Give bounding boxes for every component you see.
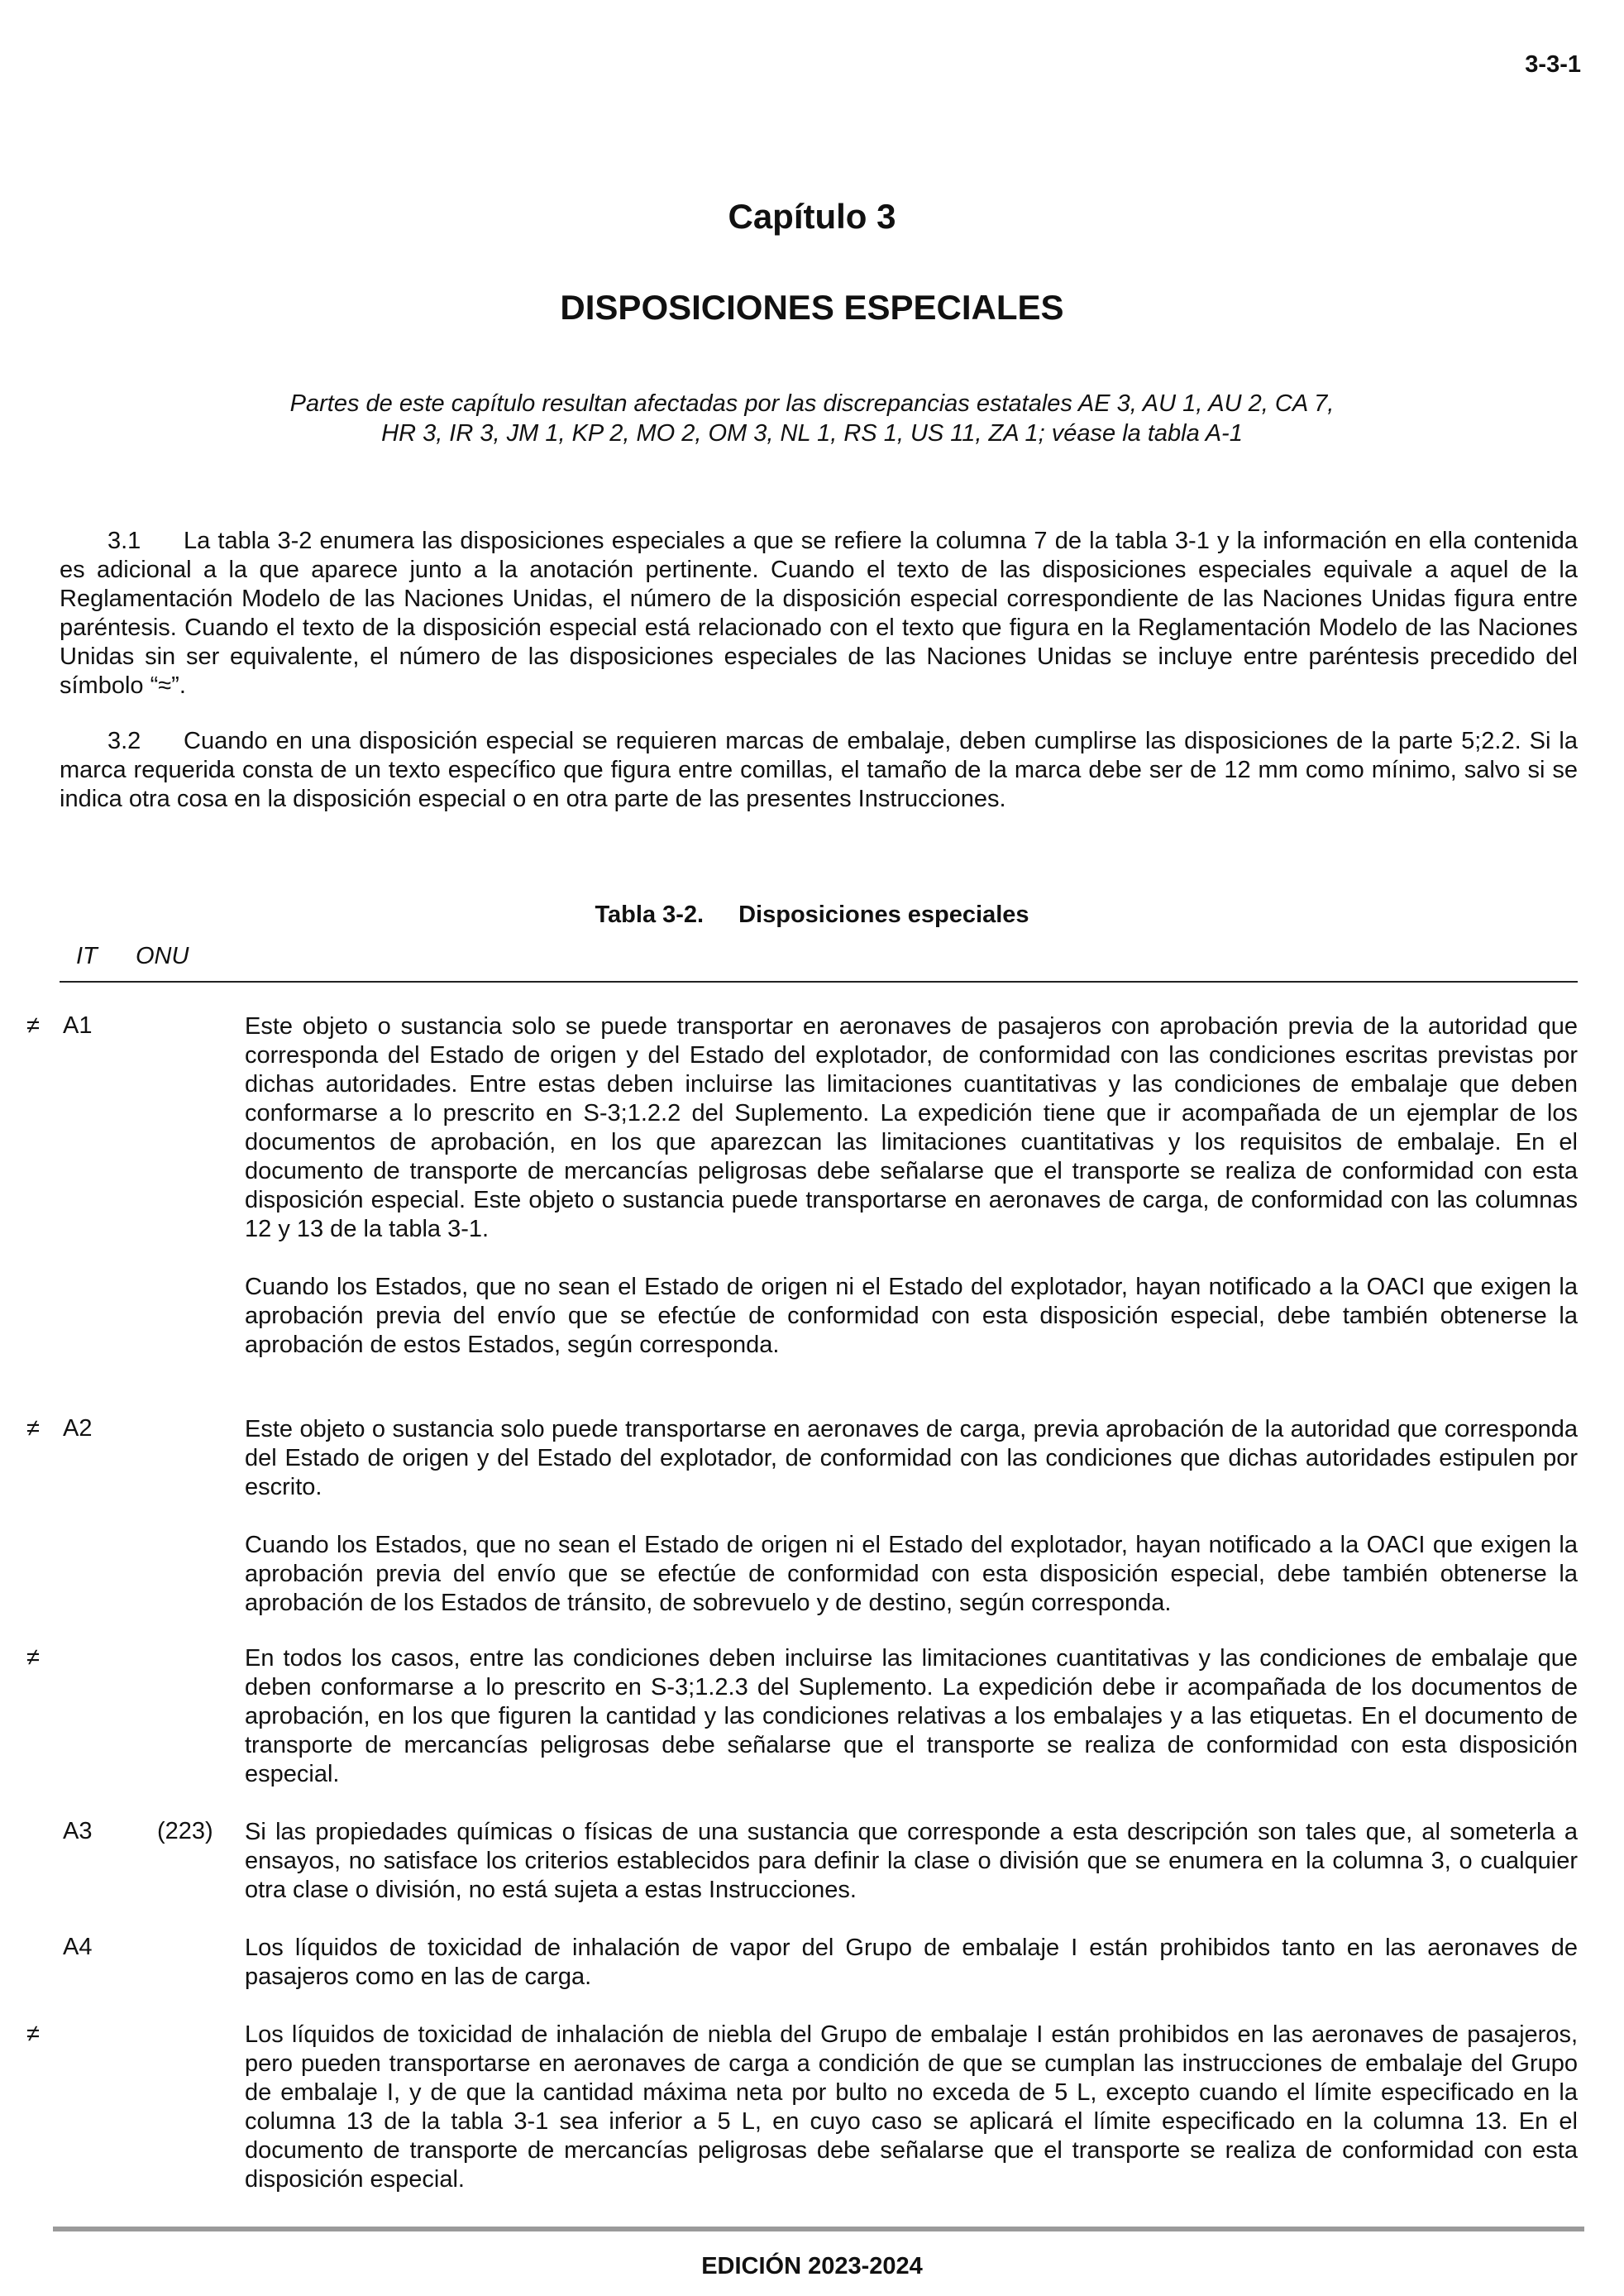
discrepancy-note-line-1: Partes de este capítulo resultan afectadas por las discrepancias estatales AE 3, AU 1, AU 2, CA 7, [289,390,1335,417]
discrepancy-mark: ≠ [26,1415,40,1442]
provision-paragraph: Cuando los Estados, que no sean el Estado de origen ni el Estado del explotador, hayan notificado a la OACI que exigen la aprobación previa del envío que se efectúe de conformidad con esta disposición especial, debe también obtenerse la aprobación de los Estados de tránsito, de sobrevuelo y de destino, según corresponda. [245,1532,1578,1616]
discrepancy-mark: ≠ [26,2021,40,2047]
discrepancy-mark: ≠ [26,1644,40,1671]
provision-text [245,1012,1578,1360]
provision-text [245,1934,1578,1992]
discrepancy-mark: ≠ [26,1012,40,1039]
provision-code-it: A1 [63,1012,93,1039]
paragraph-number: 3.2 [107,728,141,754]
provision-paragraph: Si las propiedades químicas o físicas de una sustancia que corresponde a esta descripción son tales que, al someterla a ensayos, no satisface los criterios establecidos para definir la clase o división que se enumera en la columna 3, o cualquier otra clase o división, no está sujeta a estas Instrucciones. [245,1819,1578,1903]
footer-rule [53,2227,1584,2231]
provision-paragraph: Este objeto o sustancia solo puede transportarse en aeronaves de carga, previa aprobación de la autoridad que corresponda del Estado de origen y del Estado del explotador, de conformidad con las condiciones que dichas autoridades estipulen por escrito. [245,1416,1578,1500]
provision-code-it: A4 [63,1934,93,1960]
table-label: Tabla 3-2. [595,902,705,928]
discrepancy-note [0,389,1624,448]
provision-paragraph: Los líquidos de toxicidad de inhalación de vapor del Grupo de embalaje I están prohibidos tanto en las aeronaves de pasajeros como en las de carga. [245,1935,1578,1990]
provision-text [245,1415,1578,1618]
paragraph-number: 3.1 [107,528,141,554]
paragraph-text: La tabla 3-2 enumera las disposiciones especiales a que se refiere la columna 7 de la tabla 3-1 y la información en ella contenida es adicional a la que aparece junto a la anotación pertinente. Cuando el texto de las disposiciones especiales equivale a aquel de la Reglamentación Modelo de las Naciones Unidas, el número de la disposición especial correspondiente de las Naciones Unidas figura entre paréntesis. Cuando el texto de la disposición especial está relacionado con el texto que figura en la Reglamentación Modelo de las Naciones Unidas sin ser equivalente, el número de las disposiciones especiales de las Naciones Unidas se incluye entre paréntesis precedido del símbolo “≈”. [60,528,1578,699]
column-header-it: IT [76,943,98,969]
provision-paragraph: Cuando los Estados, que no sean el Estado de origen ni el Estado del explotador, hayan notificado a la OACI que exigen la aprobación previa del envío que se efectúe de conformidad con esta disposición especial, debe también obtenerse la aprobación de estos Estados, según corresponda. [245,1274,1578,1358]
page-number: 3-3-1 [1525,51,1581,78]
edition-footer: EDICIÓN 2023-2024 [701,2253,923,2279]
provision-code-it: A2 [63,1415,93,1442]
section-title: DISPOSICIONES ESPECIALES [560,288,1064,327]
provision-paragraph: En todos los casos, entre las condiciones deben incluirse las limitaciones cuantitativas y las condiciones de embalaje que deben conformarse a lo prescrito en S-3;1.2.3 del Suplemento. La expedición debe ir acompañada de los documentos de aprobación, en los que figuren la cantidad y las condiciones relativas a los embalajes y a las etiquetas. En el documento de transporte de mercancías peligrosas debe señalarse que el transporte se realiza de conformidad con esta disposición especial. [245,1645,1578,1787]
chapter-title: Capítulo 3 [728,197,896,236]
provision-text [245,1644,1578,1789]
provision-text [245,2021,1578,2194]
provision-code-it: A3 [63,1818,93,1844]
provision-text [245,1818,1578,1905]
paragraph-text: Cuando en una disposición especial se requieren marcas de embalaje, deben cumplirse las disposiciones de la parte 5;2.2. Si la marca requerida consta de un texto específico que figura entre comillas, el tamaño de la marca debe ser de 12 mm como mínimo, salvo si se indica otra cosa en la disposición especial o en otra parte de las presentes Instrucciones. [60,728,1578,812]
table-caption: Disposiciones especiales [738,902,1029,928]
provision-paragraph: Los líquidos de toxicidad de inhalación de niebla del Grupo de embalaje I están prohibidos en las aeronaves de pasajeros, pero pueden transportarse en aeronaves de carga a condición de que se cumplan las instrucciones de embalaje del Grupo de embalaje I, y de que la cantidad máxima neta por bulto no exceda de 5 L, excepto cuando el límite especificado en la columna 13 de la tabla 3-1 sea inferior a 5 L, en cuyo caso se aplicará el límite especificado en la columna 13. En el documento de transporte de mercancías peligrosas debe señalarse que el transporte se realiza de conformidad con esta disposición especial. [245,2021,1578,2193]
discrepancy-note-line-2: HR 3, IR 3, JM 1, KP 2, MO 2, OM 3, NL 1, RS 1, US 11, ZA 1; véase la tabla A-1 [381,420,1243,447]
provision-paragraph: Este objeto o sustancia solo se puede transportar en aeronaves de pasajeros con aprobación previa de la autoridad que corresponda del Estado de origen y del Estado del explotador, de conformidad con las condiciones escritas previstas por dichas autoridades. Entre estas deben incluirse las limitaciones cuantitativas y las condiciones de embalaje que deben conformarse a lo prescrito en S-3;1.2.2 del Suplemento. La expedición tiene que ir acompañada de un ejemplar de los documentos de aprobación, en los que aparezcan las limitaciones cuantitativas y los requisitos de embalaje. En el documento de transporte de mercancías peligrosas debe señalarse que el transporte se realiza de conformidad con esta disposición especial. Este objeto o sustancia puede transportarse en aeronaves de carga, de conformidad con las columnas 12 y 13 de la tabla 3-1. [245,1013,1578,1242]
column-header-onu: ONU [136,943,189,969]
provision-code-onu: (223) [157,1818,213,1844]
paragraph-3-1 [60,527,1578,701]
table-header-rule [60,981,1578,983]
table-title [0,902,1624,929]
paragraph-3-2 [60,727,1578,814]
